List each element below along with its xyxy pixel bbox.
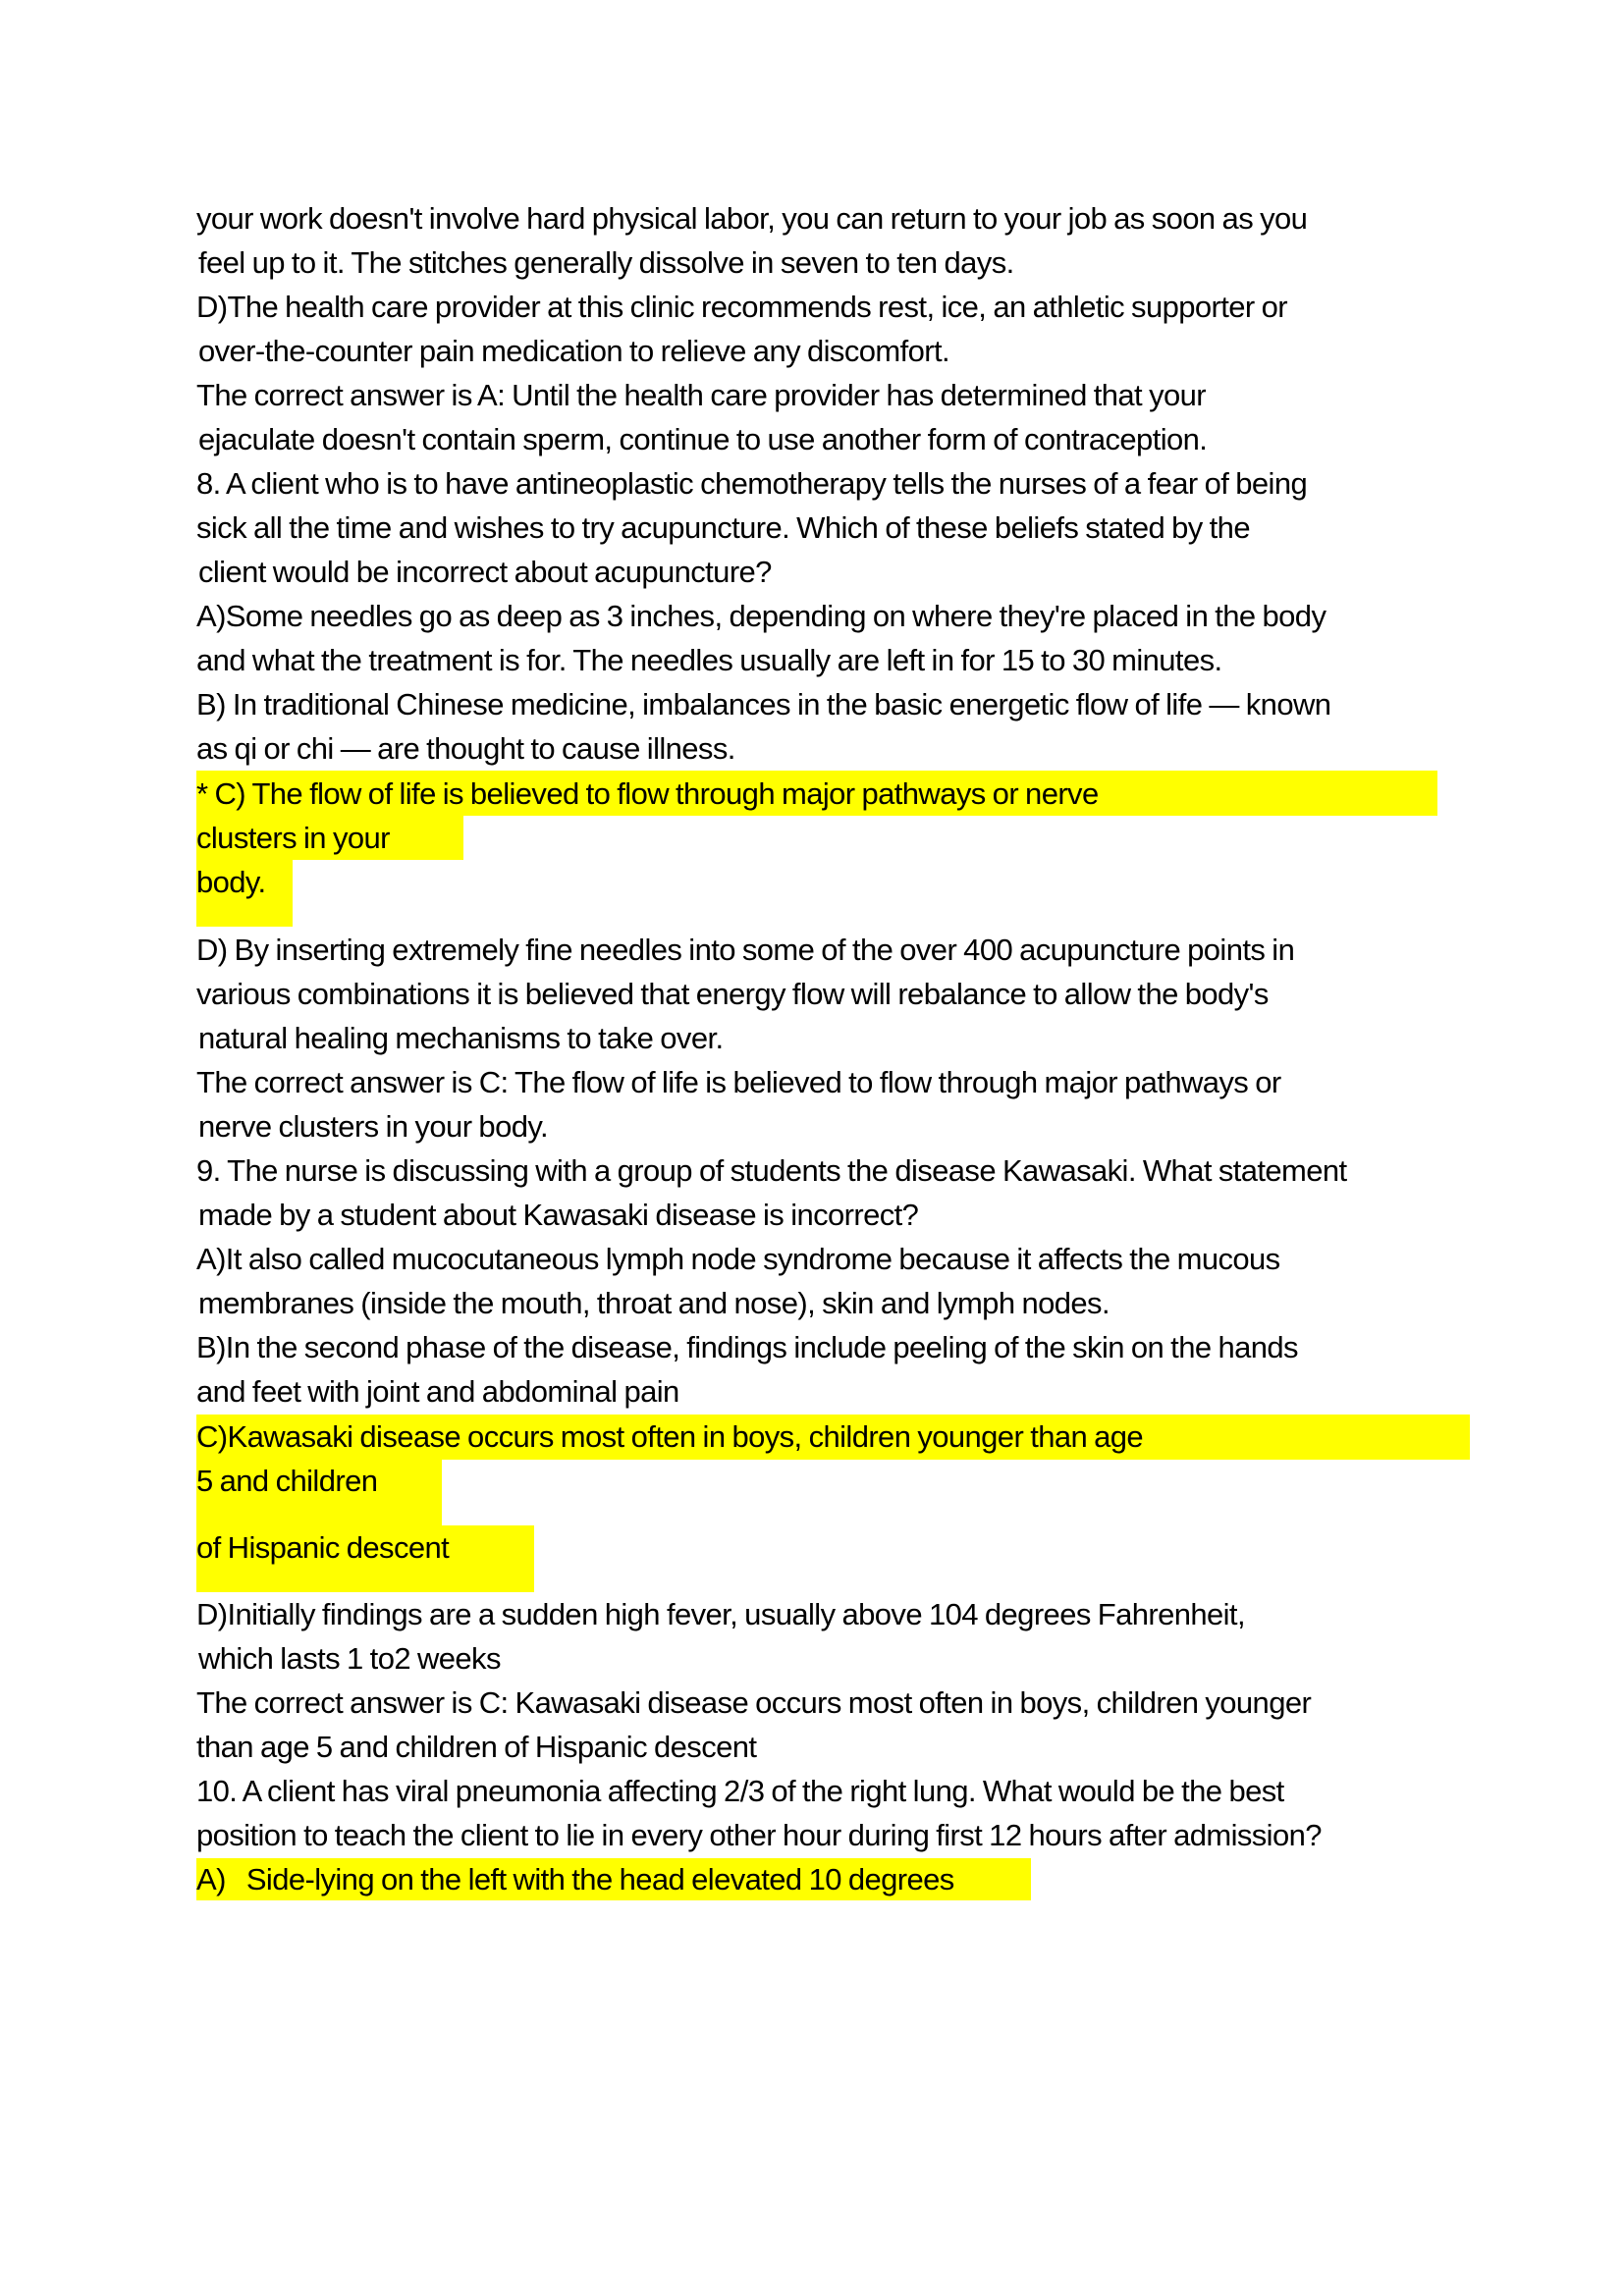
q9-option-a-line2: membranes (inside the mouth, throat and nose), skin and lymph nodes. — [198, 1286, 1110, 1320]
q9-option-a-line1: A)It also called mucocutaneous lymph node syndrome because it affects the mucous — [196, 1242, 1280, 1276]
q8-question-line2: sick all the time and wishes to try acupuncture. Which of these beliefs stated by the — [196, 510, 1250, 545]
q10-option-a: A) Side-lying on the left with the head elevated 10 degrees — [196, 1862, 954, 1896]
q8-question-line3: client would be incorrect about acupuncture? — [198, 555, 772, 589]
text-line-continuation-2: feel up to it. The stitches generally dissolve in seven to ten days. — [198, 245, 1014, 280]
q9-question-line1: 9. The nurse is discussing with a group of students the disease Kawasaki. What statement — [196, 1153, 1347, 1188]
text-line-continuation-1: your work doesn't involve hard physical labor, you can return to your job as soon as you — [196, 201, 1308, 236]
q9-option-d-line2: which lasts 1 to2 weeks — [198, 1641, 501, 1676]
q9-question-line2: made by a student about Kawasaki disease is incorrect? — [198, 1198, 919, 1232]
q8-option-d-line2: various combinations it is believed that energy flow will rebalance to allow the body's — [196, 977, 1269, 1011]
q7-option-d-line1: D)The health care provider at this clinic recommends rest, ice, an athletic supporter or — [196, 290, 1287, 324]
q8-option-c-line2: clusters in your — [196, 821, 390, 855]
q10-question-line2: position to teach the client to lie in every other hour during first 12 hours after admission? — [196, 1818, 1322, 1852]
q9-option-c-line3: of Hispanic descent — [196, 1530, 450, 1565]
q9-option-c-line1: C)Kawasaki disease occurs most often in boys, children younger than age — [196, 1419, 1144, 1454]
q9-correct-answer-line2: than age 5 and children of Hispanic descent — [196, 1730, 757, 1764]
q7-correct-answer-line1: The correct answer is A: Until the health care provider has determined that your — [196, 378, 1206, 412]
q7-correct-answer-line2: ejaculate doesn't contain sperm, continue to use another form of contraception. — [198, 422, 1208, 456]
q8-option-b-line1: B) In traditional Chinese medicine, imbalances in the basic energetic flow of life — known — [196, 687, 1331, 721]
q9-correct-answer-line1: The correct answer is C: Kawasaki disease occurs most often in boys, children younger — [196, 1685, 1312, 1720]
q8-option-b-line2: as qi or chi — are thought to cause illness. — [196, 731, 735, 766]
q8-option-a-line2: and what the treatment is for. The needles usually are left in for 15 to 30 minutes. — [196, 643, 1222, 677]
q8-option-c-line1: * C) The flow of life is believed to flow through major pathways or nerve — [196, 776, 1099, 811]
q8-option-a-line1: A)Some needles go as deep as 3 inches, depending on where they're placed in the body — [196, 599, 1326, 633]
q8-correct-answer-line1: The correct answer is C: The flow of life is believed to flow through major pathways or — [196, 1065, 1281, 1099]
q8-option-d-line1: D) By inserting extremely fine needles into some of the over 400 acupuncture points in — [196, 933, 1295, 967]
q9-option-d-line1: D)Initially findings are a sudden high fever, usually above 104 degrees Fahrenheit, — [196, 1597, 1245, 1631]
q9-option-b-line1: B)In the second phase of the disease, findings include peeling of the skin on the hands — [196, 1330, 1298, 1364]
q8-option-d-line3: natural healing mechanisms to take over. — [198, 1021, 724, 1055]
q9-option-b-line2: and feet with joint and abdominal pain — [196, 1374, 679, 1409]
q8-correct-answer-line2: nerve clusters in your body. — [198, 1109, 548, 1144]
q8-option-c-line3: body. — [196, 865, 266, 899]
q10-question-line1: 10. A client has viral pneumonia affecting 2/3 of the right lung. What would be the best — [196, 1774, 1284, 1808]
q7-option-d-line2: over-the-counter pain medication to relieve any discomfort. — [198, 334, 949, 368]
q8-question-line1: 8. A client who is to have antineoplastic chemotherapy tells the nurses of a fear of being — [196, 466, 1308, 501]
q9-option-c-line2: 5 and children — [196, 1464, 378, 1498]
